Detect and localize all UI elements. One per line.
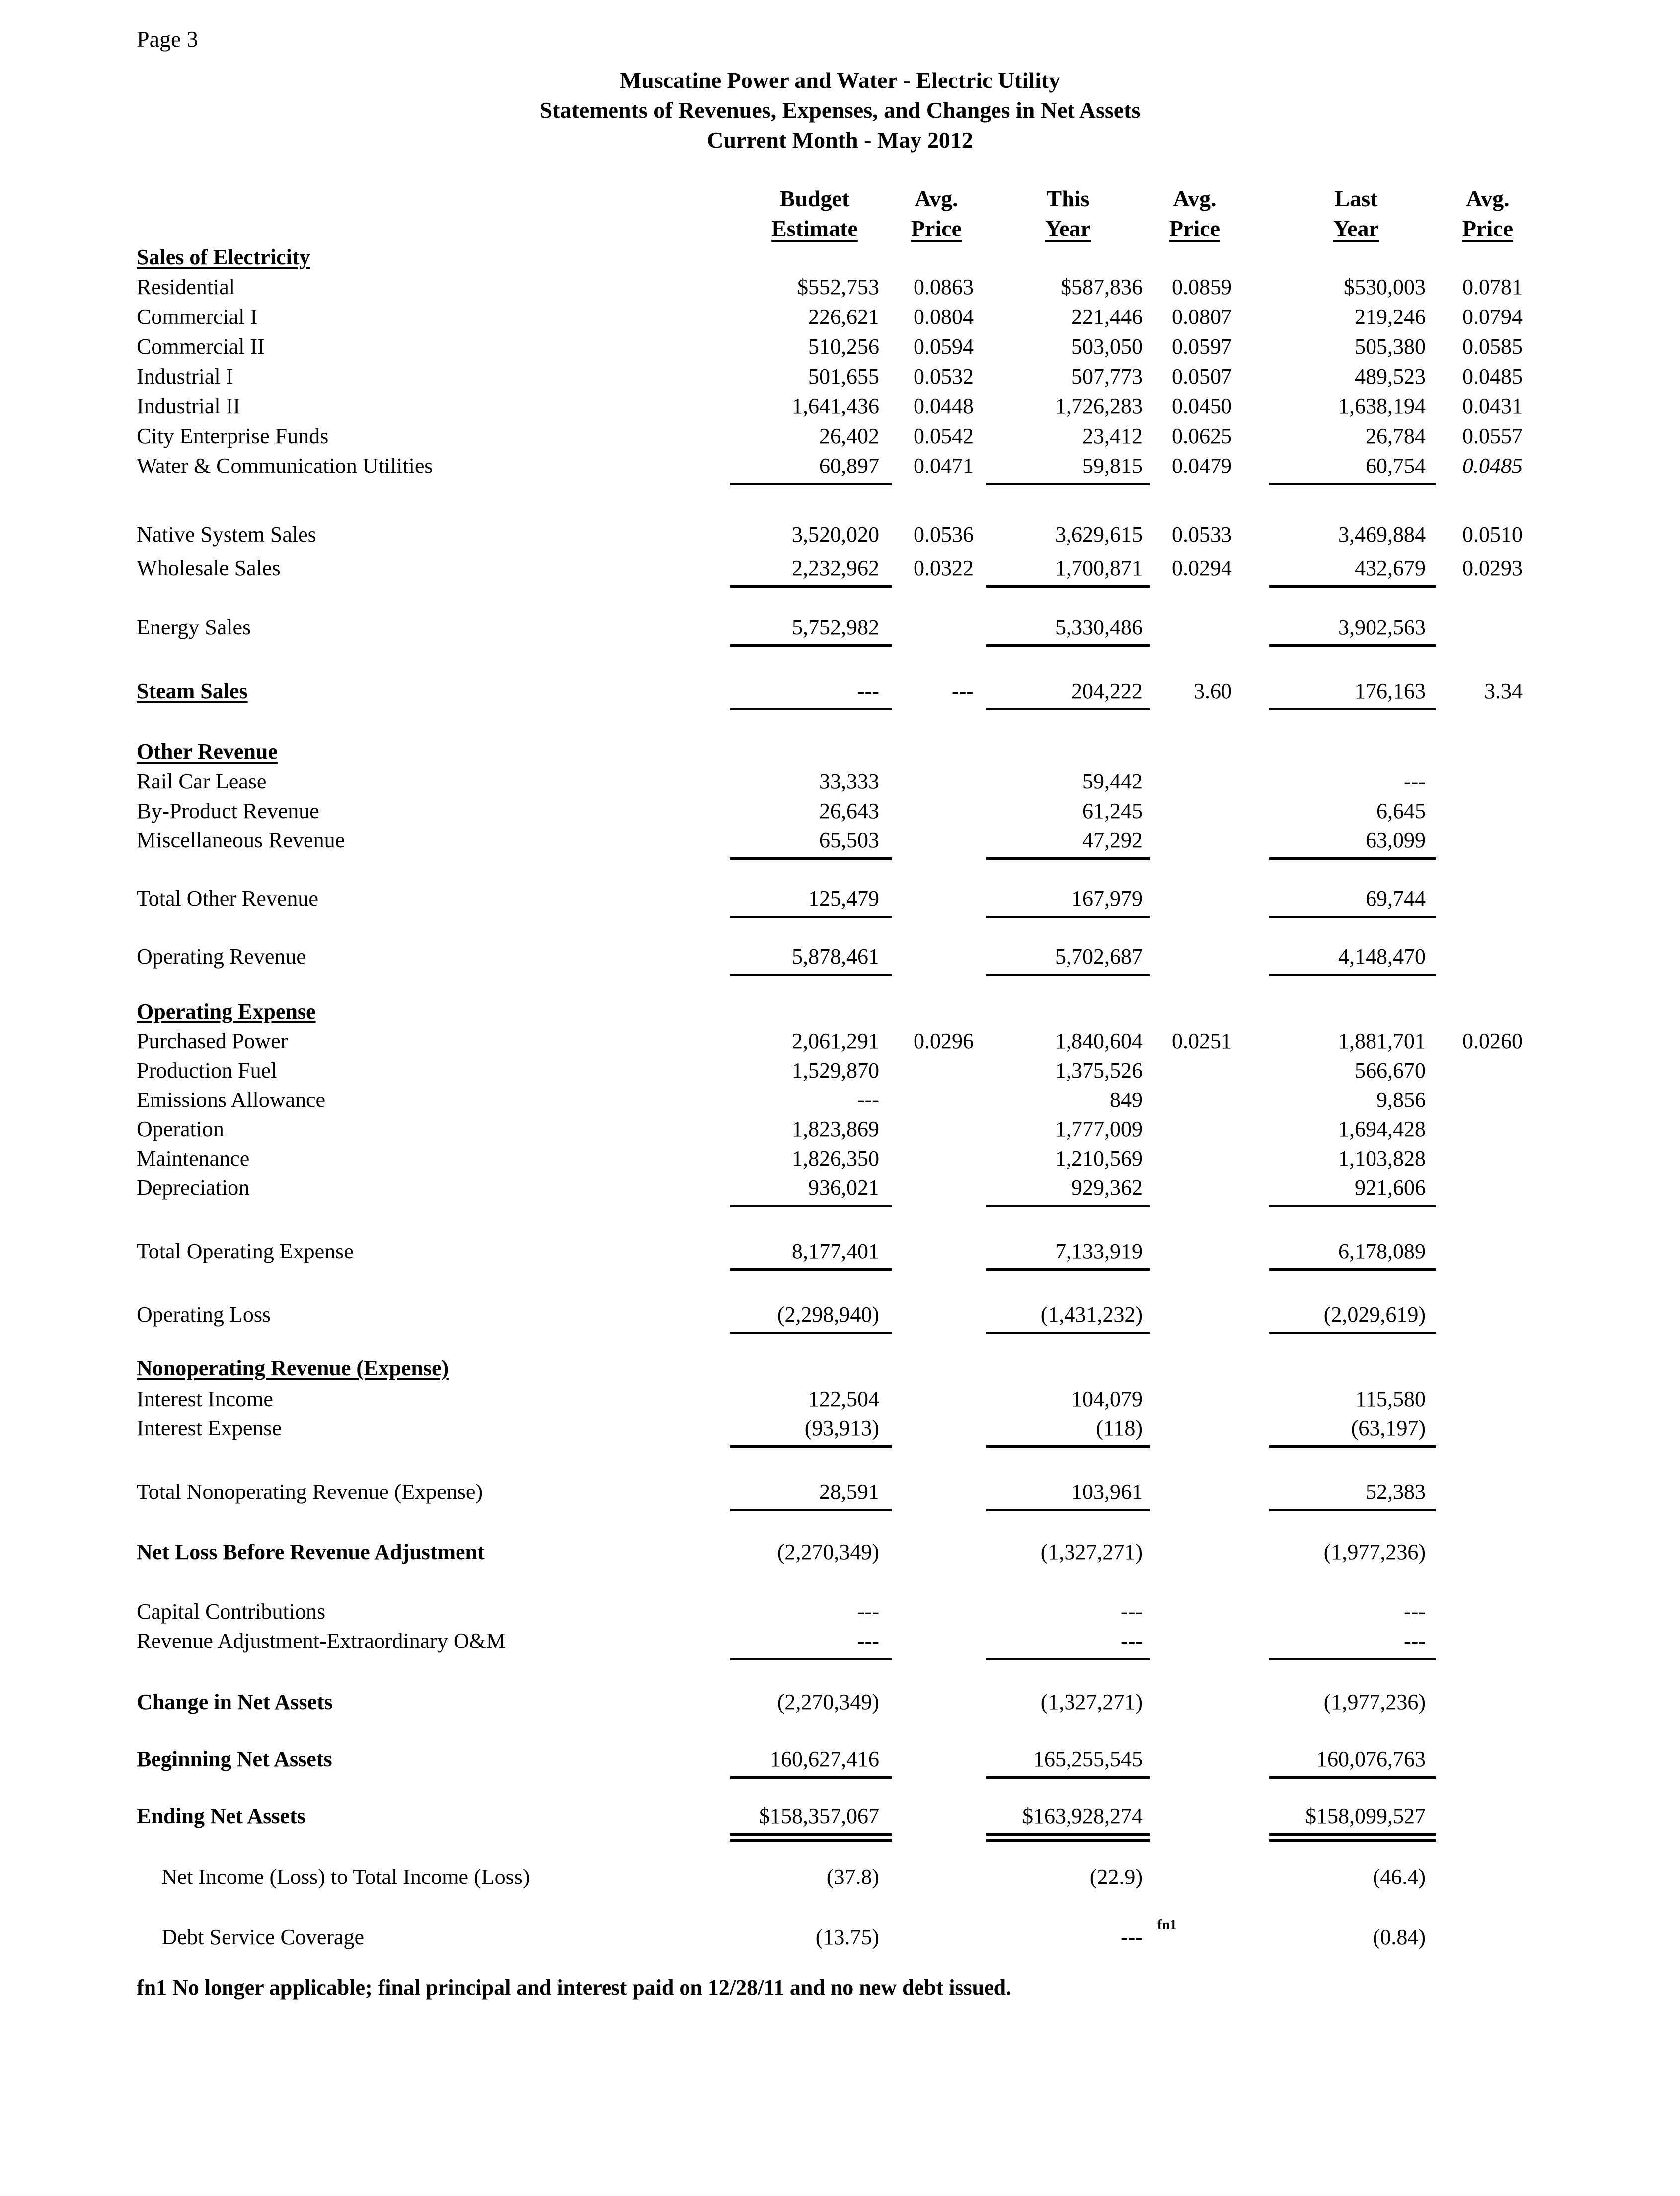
- total-underline: [986, 708, 1150, 710]
- cell-last-avg-price: 0.0781: [1462, 275, 1523, 299]
- cell-last-year: 60,754: [1366, 454, 1426, 478]
- total-underline: [730, 708, 892, 710]
- cell-last-year: 6,645: [1376, 799, 1426, 823]
- row-label-steam-sales: Steam Sales: [137, 679, 248, 703]
- cell-budget-estimate: 510,256: [808, 334, 879, 359]
- cell-this-year: 59,442: [1082, 769, 1143, 793]
- total-underline: [986, 916, 1150, 918]
- cell-this-year: $587,836: [1061, 275, 1143, 299]
- cell-last-year: 219,246: [1355, 305, 1426, 329]
- cell-this-year: 103,961: [1071, 1480, 1143, 1504]
- cell-this-year: 3,629,615: [1055, 522, 1143, 547]
- cell-last-year: 1,881,701: [1338, 1029, 1426, 1053]
- row-label-by-product: By-Product Revenue: [137, 799, 319, 823]
- total-underline: [730, 857, 892, 860]
- row-label-total-other-revenue: Total Other Revenue: [137, 886, 318, 911]
- cell-last-avg-price: 0.0260: [1462, 1029, 1523, 1053]
- total-underline: [1269, 857, 1436, 860]
- cell-this-year: (118): [1096, 1416, 1143, 1440]
- total-underline: [730, 1332, 892, 1334]
- cell-this-year: (1,327,271): [1040, 1540, 1143, 1564]
- cell-last-avg-price: 0.0794: [1462, 305, 1523, 329]
- cell-budget-avg-price: 0.0804: [914, 305, 974, 329]
- row-label-commercial-1: Commercial I: [137, 305, 258, 329]
- row-label-city-enterprise: City Enterprise Funds: [137, 424, 329, 448]
- row-label-beginning-net-assets: Beginning Net Assets: [137, 1747, 332, 1771]
- column-header-line2: Year: [1045, 216, 1091, 241]
- cell-this-year: 849: [1110, 1088, 1143, 1112]
- cell-this-year: 23,412: [1082, 424, 1143, 448]
- cell-this-year: 61,245: [1082, 799, 1143, 823]
- report-title: Muscatine Power and Water - Electric Utility: [619, 68, 1061, 93]
- row-label-rail-car-lease: Rail Car Lease: [137, 769, 267, 793]
- column-header-budget-avg-price: [894, 184, 979, 243]
- footnote: fn1 No longer applicable; final principal and interest paid on 12/28/11 and no new debt issued.: [137, 1975, 1012, 2000]
- row-label-wholesale: Wholesale Sales: [137, 556, 281, 580]
- cell-last-year: (1,977,236): [1323, 1690, 1426, 1714]
- cell-this-avg-price: 0.0294: [1172, 556, 1232, 580]
- cell-last-year: (1,977,236): [1323, 1540, 1426, 1564]
- cell-this-year: 59,815: [1082, 454, 1143, 478]
- total-underline: [986, 1776, 1150, 1779]
- total-underline: [1269, 974, 1436, 976]
- cell-this-year: 1,210,569: [1055, 1146, 1143, 1171]
- cell-this-year: 1,840,604: [1055, 1029, 1143, 1053]
- cell-last-year: $158,099,527: [1305, 1804, 1426, 1828]
- cell-last-year: 1,694,428: [1338, 1117, 1426, 1141]
- cell-budget-avg-price: 0.0296: [914, 1029, 974, 1053]
- cell-this-year: ---: [1121, 1925, 1143, 1949]
- column-header-line1: Avg.: [915, 186, 958, 211]
- cell-budget-estimate: 5,752,982: [792, 615, 879, 639]
- column-header-line2: Price: [1169, 216, 1221, 241]
- page-number: Page 3: [137, 26, 198, 52]
- row-label-total-operating-expense: Total Operating Expense: [137, 1239, 354, 1263]
- cell-budget-avg-price: 0.0322: [914, 556, 974, 580]
- row-label-native-system: Native System Sales: [137, 522, 316, 547]
- cell-budget-estimate: 122,504: [808, 1387, 879, 1411]
- total-underline: [1269, 483, 1436, 485]
- total-underline: [730, 1833, 892, 1836]
- cell-this-avg-price: 0.0859: [1172, 275, 1232, 299]
- section-heading-other-revenue: Other Revenue: [137, 739, 278, 764]
- total-underline: [1269, 1205, 1436, 1207]
- cell-this-year: 221,446: [1071, 305, 1143, 329]
- cell-budget-estimate: 8,177,401: [792, 1239, 879, 1263]
- cell-last-avg-price: 3.34: [1484, 679, 1523, 703]
- column-header-line2: Price: [1462, 216, 1514, 241]
- row-label-interest-expense: Interest Expense: [137, 1416, 282, 1440]
- row-label-capital-contributions: Capital Contributions: [137, 1599, 326, 1624]
- row-label-operation: Operation: [137, 1117, 224, 1141]
- cell-last-year: $530,003: [1344, 275, 1426, 299]
- cell-last-year: 115,580: [1355, 1387, 1426, 1411]
- cell-budget-estimate: 5,878,461: [792, 944, 879, 969]
- row-label-water-comm: Water & Communication Utilities: [137, 454, 433, 478]
- cell-budget-estimate: 160,627,416: [770, 1747, 879, 1771]
- total-underline: [730, 1509, 892, 1511]
- total-underline: [730, 974, 892, 976]
- column-header-line1: This: [1046, 186, 1090, 211]
- total-underline: [1269, 708, 1436, 710]
- cell-last-year: (63,197): [1351, 1416, 1426, 1440]
- total-underline: [986, 1268, 1150, 1271]
- cell-budget-estimate: (93,913): [804, 1416, 879, 1440]
- cell-budget-estimate: (2,270,349): [777, 1690, 879, 1714]
- row-label-depreciation: Depreciation: [137, 1176, 250, 1200]
- cell-this-avg-price: 0.0507: [1172, 364, 1232, 389]
- cell-budget-estimate: 26,643: [819, 799, 879, 823]
- cell-this-year: 1,777,009: [1055, 1117, 1143, 1141]
- report-period: Current Month - May 2012: [707, 127, 973, 153]
- cell-budget-estimate: $552,753: [797, 275, 879, 299]
- cell-budget-estimate: ---: [857, 1088, 879, 1112]
- column-header-last-avg-price: [1446, 184, 1530, 243]
- cell-last-year: 3,902,563: [1338, 615, 1426, 639]
- cell-last-year: ---: [1404, 1599, 1426, 1624]
- cell-last-year: 6,178,089: [1338, 1239, 1426, 1263]
- column-header-this-year: [1023, 184, 1113, 243]
- cell-last-year: 69,744: [1366, 886, 1426, 911]
- column-header-line2: Year: [1333, 216, 1379, 241]
- cell-last-avg-price: 0.0585: [1462, 334, 1523, 359]
- cell-this-avg-price: 0.0807: [1172, 305, 1232, 329]
- row-label-industrial-2: Industrial II: [137, 394, 240, 418]
- cell-last-year: (2,029,619): [1323, 1302, 1426, 1327]
- row-label-debt-service-coverage: Debt Service Coverage: [161, 1925, 365, 1949]
- column-header-line2: Price: [911, 216, 962, 241]
- cell-this-avg-price: 0.0597: [1172, 334, 1232, 359]
- cell-budget-estimate: $158,357,067: [759, 1804, 879, 1828]
- cell-this-avg-price: 0.0479: [1172, 454, 1232, 478]
- row-label-total-nonoperating: Total Nonoperating Revenue (Expense): [137, 1480, 483, 1504]
- cell-this-year: 929,362: [1071, 1176, 1143, 1200]
- total-underline: [730, 1776, 892, 1779]
- cell-last-year: 176,163: [1355, 679, 1426, 703]
- cell-last-avg-price: 0.0510: [1462, 522, 1523, 547]
- total-underline: [1269, 1833, 1436, 1836]
- cell-this-year: 47,292: [1082, 828, 1143, 852]
- cell-last-year: 3,469,884: [1338, 522, 1426, 547]
- section-heading-sales-of-electricity: Sales of Electricity: [137, 245, 310, 269]
- total-underline: [730, 1658, 892, 1660]
- cell-budget-estimate: 28,591: [819, 1480, 879, 1504]
- cell-budget-estimate: 936,021: [808, 1176, 879, 1200]
- row-label-ending-net-assets: Ending Net Assets: [137, 1804, 305, 1828]
- cell-this-year: (1,327,271): [1040, 1690, 1143, 1714]
- total-underline: [1269, 1776, 1436, 1779]
- cell-this-year: 204,222: [1071, 679, 1143, 703]
- cell-last-year: 1,103,828: [1338, 1146, 1426, 1171]
- cell-this-year: 165,255,545: [1033, 1747, 1143, 1771]
- total-underline: [730, 1268, 892, 1271]
- cell-this-year: 1,375,526: [1055, 1058, 1143, 1083]
- cell-this-avg-price: 0.0625: [1172, 424, 1232, 448]
- cell-this-year: 1,700,871: [1055, 556, 1143, 580]
- cell-budget-avg-price: 0.0594: [914, 334, 974, 359]
- cell-last-year: (0.84): [1373, 1925, 1426, 1949]
- cell-budget-estimate: 33,333: [819, 769, 879, 793]
- column-header-line1: Last: [1334, 186, 1378, 211]
- total-underline: [986, 857, 1150, 860]
- total-underline: [730, 1445, 892, 1448]
- total-underline: [986, 1332, 1150, 1334]
- column-header-line2: Estimate: [771, 216, 858, 241]
- total-underline: [986, 1509, 1150, 1511]
- cell-last-year: 432,679: [1355, 556, 1426, 580]
- cell-this-year: $163,928,274: [1022, 1804, 1143, 1828]
- total-underline: [1269, 1268, 1436, 1271]
- cell-budget-estimate: 1,641,436: [792, 394, 879, 418]
- row-label-misc-revenue: Miscellaneous Revenue: [137, 828, 345, 852]
- cell-last-avg-price: 0.0431: [1462, 394, 1523, 418]
- cell-this-year: 167,979: [1071, 886, 1143, 911]
- cell-this-year: ---: [1121, 1629, 1143, 1653]
- cell-budget-estimate: 1,826,350: [792, 1146, 879, 1171]
- section-heading-operating-expense: Operating Expense: [137, 999, 316, 1023]
- cell-budget-estimate: (37.8): [826, 1865, 879, 1889]
- cell-last-year: ---: [1404, 1629, 1426, 1653]
- total-underline: [986, 644, 1150, 647]
- cell-last-year: 566,670: [1355, 1058, 1426, 1083]
- total-underline: [1269, 1332, 1436, 1334]
- double-underline: [986, 1839, 1150, 1842]
- footnote-reference: fn1: [1157, 1917, 1177, 1933]
- cell-budget-estimate: 3,520,020: [792, 522, 879, 547]
- double-underline: [730, 1839, 892, 1842]
- row-label-purchased-power: Purchased Power: [137, 1029, 288, 1053]
- column-header-this-avg-price: [1152, 184, 1237, 243]
- row-label-operating-loss: Operating Loss: [137, 1302, 271, 1327]
- cell-this-avg-price: 0.0251: [1172, 1029, 1232, 1053]
- cell-last-year: ---: [1404, 769, 1426, 793]
- column-header-line1: Budget: [779, 186, 850, 211]
- cell-budget-avg-price: 0.0542: [914, 424, 974, 448]
- total-underline: [1269, 1445, 1436, 1448]
- column-header-line1: Avg.: [1173, 186, 1217, 211]
- cell-last-year: 921,606: [1355, 1176, 1426, 1200]
- cell-budget-estimate: ---: [857, 1629, 879, 1653]
- cell-last-year: 489,523: [1355, 364, 1426, 389]
- double-underline: [1269, 1839, 1436, 1842]
- cell-budget-avg-price: 0.0471: [914, 454, 974, 478]
- cell-budget-avg-price: ---: [952, 679, 974, 703]
- report-subtitle: Statements of Revenues, Expenses, and Changes in Net Assets: [539, 97, 1141, 123]
- cell-this-year: 7,133,919: [1055, 1239, 1143, 1263]
- row-label-maintenance: Maintenance: [137, 1146, 250, 1171]
- cell-this-year: ---: [1121, 1599, 1143, 1624]
- cell-budget-estimate: 501,655: [808, 364, 879, 389]
- cell-this-year: 503,050: [1071, 334, 1143, 359]
- total-underline: [1269, 1658, 1436, 1660]
- cell-last-year: 1,638,194: [1338, 394, 1426, 418]
- total-underline: [730, 1205, 892, 1207]
- total-underline: [730, 644, 892, 647]
- cell-last-year: 52,383: [1366, 1480, 1426, 1504]
- cell-this-year: (22.9): [1089, 1865, 1143, 1889]
- cell-last-year: 505,380: [1355, 334, 1426, 359]
- total-underline: [1269, 585, 1436, 588]
- cell-last-avg-price: 0.0485: [1462, 454, 1523, 478]
- cell-last-avg-price: 0.0485: [1462, 364, 1523, 389]
- total-underline: [730, 585, 892, 588]
- row-label-operating-revenue: Operating Revenue: [137, 944, 306, 969]
- cell-this-year: 1,726,283: [1055, 394, 1143, 418]
- cell-last-year: (46.4): [1373, 1865, 1426, 1889]
- column-header-budget-estimate: [760, 184, 869, 243]
- column-header-line1: Avg.: [1466, 186, 1510, 211]
- column-header-last-year: [1311, 184, 1401, 243]
- cell-budget-estimate: 1,823,869: [792, 1117, 879, 1141]
- cell-budget-estimate: ---: [857, 1599, 879, 1624]
- cell-this-avg-price: 3.60: [1194, 679, 1232, 703]
- cell-this-year: 5,330,486: [1055, 615, 1143, 639]
- cell-budget-estimate: 26,402: [819, 424, 879, 448]
- row-label-revenue-adjustment: Revenue Adjustment-Extraordinary O&M: [137, 1629, 506, 1653]
- total-underline: [730, 483, 892, 485]
- cell-budget-estimate: 226,621: [808, 305, 879, 329]
- total-underline: [986, 1833, 1150, 1836]
- row-label-residential: Residential: [137, 275, 235, 299]
- cell-last-year: 63,099: [1366, 828, 1426, 852]
- cell-budget-estimate: (2,298,940): [777, 1302, 879, 1327]
- row-label-interest-income: Interest Income: [137, 1387, 273, 1411]
- cell-budget-estimate: ---: [857, 679, 879, 703]
- cell-last-year: 160,076,763: [1316, 1747, 1426, 1771]
- cell-last-year: 26,784: [1366, 424, 1426, 448]
- cell-budget-estimate: 65,503: [819, 828, 879, 852]
- cell-last-avg-price: 0.0557: [1462, 424, 1523, 448]
- cell-budget-estimate: 125,479: [808, 886, 879, 911]
- total-underline: [1269, 916, 1436, 918]
- cell-last-year: 9,856: [1376, 1088, 1426, 1112]
- cell-last-avg-price: 0.0293: [1462, 556, 1523, 580]
- cell-budget-estimate: 2,061,291: [792, 1029, 879, 1053]
- total-underline: [986, 1445, 1150, 1448]
- cell-budget-avg-price: 0.0536: [914, 522, 974, 547]
- row-label-change-in-net-assets: Change in Net Assets: [137, 1690, 333, 1714]
- cell-this-year: (1,431,232): [1040, 1302, 1143, 1327]
- cell-budget-estimate: 1,529,870: [792, 1058, 879, 1083]
- cell-budget-estimate: (2,270,349): [777, 1540, 879, 1564]
- total-underline: [986, 974, 1150, 976]
- cell-budget-avg-price: 0.0863: [914, 275, 974, 299]
- row-label-industrial-1: Industrial I: [137, 364, 233, 389]
- cell-budget-estimate: 60,897: [819, 454, 879, 478]
- row-label-production-fuel: Production Fuel: [137, 1058, 277, 1083]
- total-underline: [1269, 644, 1436, 647]
- row-label-net-income-ratio: Net Income (Loss) to Total Income (Loss): [161, 1865, 530, 1889]
- cell-this-year: 5,702,687: [1055, 944, 1143, 969]
- cell-budget-avg-price: 0.0448: [914, 394, 974, 418]
- cell-this-year: 507,773: [1071, 364, 1143, 389]
- total-underline: [730, 916, 892, 918]
- total-underline: [986, 1658, 1150, 1660]
- row-label-net-loss-before-adj: Net Loss Before Revenue Adjustment: [137, 1540, 485, 1564]
- row-label-energy-sales: Energy Sales: [137, 615, 251, 639]
- cell-this-avg-price: 0.0533: [1172, 522, 1232, 547]
- total-underline: [986, 585, 1150, 588]
- cell-budget-estimate: (13.75): [815, 1925, 879, 1949]
- section-heading-nonoperating: Nonoperating Revenue (Expense): [137, 1356, 449, 1380]
- cell-budget-estimate: 2,232,962: [792, 556, 879, 580]
- cell-budget-avg-price: 0.0532: [914, 364, 974, 389]
- row-label-commercial-2: Commercial II: [137, 334, 265, 359]
- total-underline: [1269, 1509, 1436, 1511]
- cell-last-year: 4,148,470: [1338, 944, 1426, 969]
- cell-this-year: 104,079: [1071, 1387, 1143, 1411]
- total-underline: [986, 483, 1150, 485]
- total-underline: [986, 1205, 1150, 1207]
- row-label-emissions-allowance: Emissions Allowance: [137, 1088, 326, 1112]
- cell-this-avg-price: 0.0450: [1172, 394, 1232, 418]
